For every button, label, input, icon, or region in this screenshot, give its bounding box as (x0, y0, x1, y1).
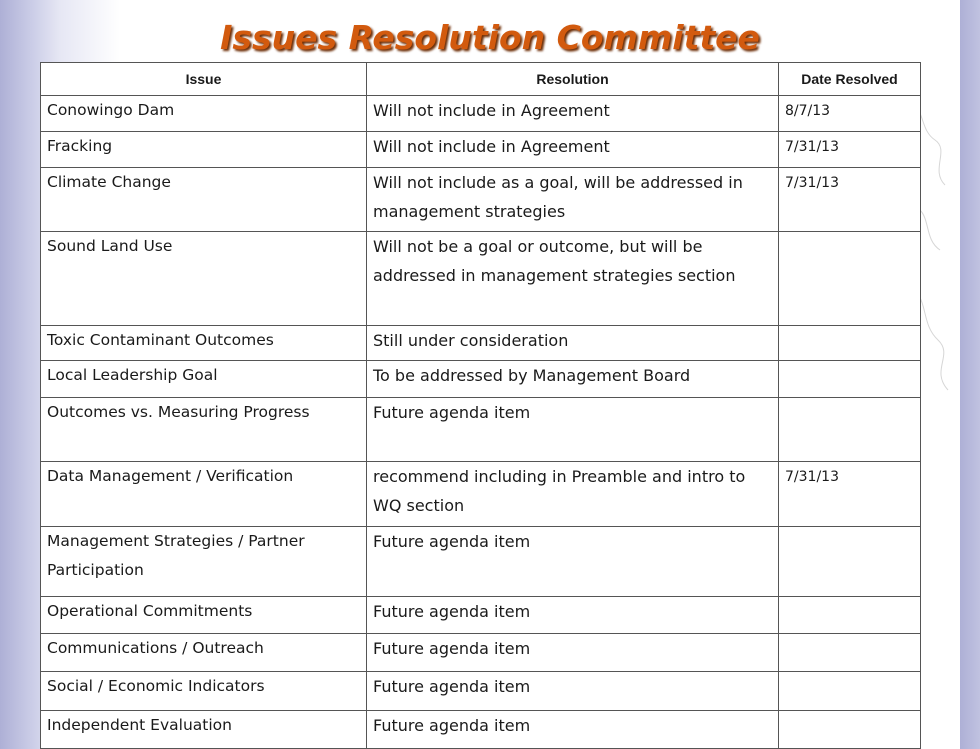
header-issue: Issue (41, 63, 367, 96)
date-cell (779, 232, 921, 326)
resolution-cell: Future agenda item (367, 672, 779, 711)
issue-cell: Communications / Outreach (41, 634, 367, 672)
resolution-cell: Future agenda item (367, 597, 779, 634)
issue-cell: Data Management / Verification (41, 462, 367, 527)
table-row (41, 527, 921, 597)
table-header-row (41, 63, 921, 96)
table-row (41, 168, 921, 232)
date-cell (779, 527, 921, 597)
issue-cell: Fracking (41, 132, 367, 168)
date-cell: 7/31/13 (779, 132, 921, 168)
resolution-cell: Will not include as a goal, will be addressed in management strategies (367, 168, 779, 232)
resolution-cell: Future agenda item (367, 527, 779, 597)
resolution-cell: recommend including in Preamble and intro to WQ section (367, 462, 779, 527)
resolution-cell: Future agenda item (367, 634, 779, 672)
issue-cell: Toxic Contaminant Outcomes (41, 326, 367, 361)
issue-cell: Climate Change (41, 168, 367, 232)
table-row (41, 672, 921, 711)
resolution-cell: Future agenda item (367, 398, 779, 462)
date-cell (779, 597, 921, 634)
date-cell (779, 672, 921, 711)
date-cell (779, 326, 921, 361)
date-cell: 8/7/13 (779, 96, 921, 132)
table-row (41, 232, 921, 326)
table-row (41, 597, 921, 634)
table-row (41, 462, 921, 527)
header-resolution: Resolution (367, 63, 779, 96)
date-cell: 7/31/13 (779, 462, 921, 527)
issue-cell: Management Strategies / Partner Participation (41, 527, 367, 597)
table-row (41, 96, 921, 132)
date-cell (779, 398, 921, 462)
page-title: Issues Resolution Committee (220, 18, 760, 57)
resolution-cell: Will not be a goal or outcome, but will be addressed in management strategies section (367, 232, 779, 326)
resolution-cell: Still under consideration (367, 326, 779, 361)
date-cell (779, 361, 921, 398)
resolution-cell: Will not include in Agreement (367, 96, 779, 132)
date-cell (779, 711, 921, 749)
issue-cell: Sound Land Use (41, 232, 367, 326)
table-row (41, 634, 921, 672)
issue-cell: Independent Evaluation (41, 711, 367, 749)
date-cell (779, 634, 921, 672)
issues-table (40, 62, 921, 749)
table-row (41, 132, 921, 168)
issue-cell: Operational Commitments (41, 597, 367, 634)
header-date-resolved: Date Resolved (779, 63, 921, 96)
table-row (41, 398, 921, 462)
table-row (41, 361, 921, 398)
issue-cell: Outcomes vs. Measuring Progress (41, 398, 367, 462)
resolution-cell: To be addressed by Management Board (367, 361, 779, 398)
table-row (41, 711, 921, 749)
resolution-cell: Future agenda item (367, 711, 779, 749)
table-row (41, 326, 921, 361)
issue-cell: Conowingo Dam (41, 96, 367, 132)
date-cell: 7/31/13 (779, 168, 921, 232)
issue-cell: Social / Economic Indicators (41, 672, 367, 711)
resolution-cell: Will not include in Agreement (367, 132, 779, 168)
issue-cell: Local Leadership Goal (41, 361, 367, 398)
